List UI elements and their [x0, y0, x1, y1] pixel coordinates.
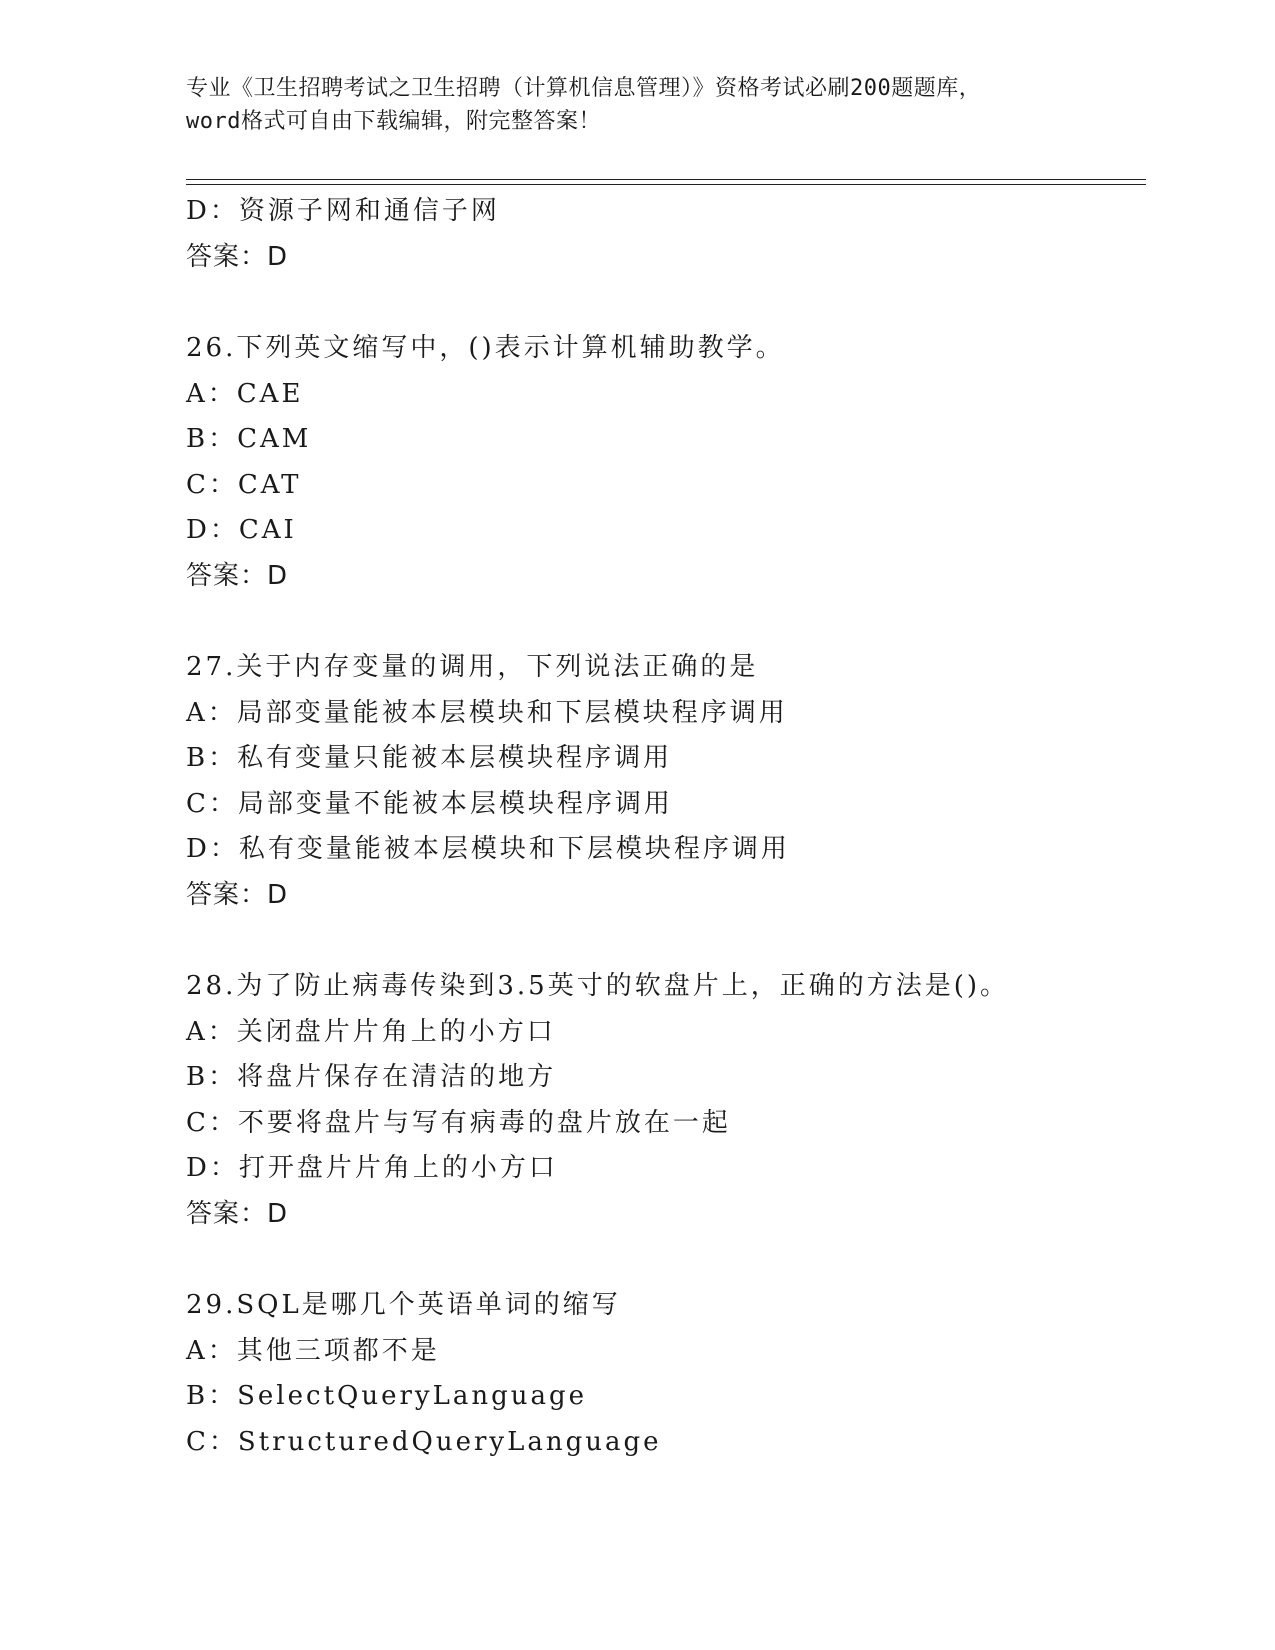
option-a: A：关闭盘片片角上的小方口 [186, 1016, 556, 1047]
option-b: B：私有变量只能被本层模块程序调用 [186, 743, 673, 773]
question-stem: 28.为了防止病毒传染到3.5英寸的软盘片上，正确的方法是()。 [186, 971, 1009, 1001]
answer-line: 答案：D [186, 1198, 289, 1229]
option-c: C：StructuredQueryLanguage [186, 1426, 662, 1457]
spacer [186, 1237, 1146, 1283]
spacer [186, 918, 1146, 964]
option-b: B：将盘片保存在清洁的地方 [186, 1062, 557, 1092]
option-c: C：CAT [186, 469, 302, 500]
spacer [186, 599, 1146, 645]
option-d: D：私有变量能被本层模块和下层模块程序调用 [186, 834, 790, 864]
question-stem: 29.SQL是哪几个英语单词的缩写 [186, 1290, 621, 1320]
option-b: B：SelectQueryLanguage [186, 1381, 588, 1411]
answer-line: 答案：D [186, 241, 289, 272]
option-d: D：打开盘片片角上的小方口 [186, 1153, 558, 1183]
option-c: C：局部变量不能被本层模块程序调用 [186, 788, 673, 819]
header-line-2: word格式可自由下载编辑，附完整答案！ [186, 109, 601, 134]
option-a: A：局部变量能被本层模块和下层模块程序调用 [186, 697, 788, 728]
header-divider-top [186, 179, 1146, 180]
question-stem: 26.下列英文缩写中，()表示计算机辅助教学。 [186, 333, 785, 363]
option-c: C：不要将盘片与写有病毒的盘片放在一起 [186, 1107, 731, 1138]
question-stem: 27.关于内存变量的调用，下列说法正确的是 [186, 652, 759, 682]
option-d: D：CAI [186, 515, 297, 545]
header-divider-bottom [186, 184, 1146, 185]
answer-line: 答案：D [186, 560, 289, 591]
header-line-1: 专业《卫生招聘考试之卫生招聘（计算机信息管理）》资格考试必刷200题题库， [186, 76, 982, 101]
document-header [186, 72, 1086, 138]
option-d: D：资源子网和通信子网 [186, 196, 500, 226]
option-a: A：其他三项都不是 [186, 1335, 440, 1366]
option-b: B：CAM [186, 424, 312, 454]
question-list [186, 189, 1146, 1465]
answer-line: 答案：D [186, 879, 289, 910]
spacer [186, 280, 1146, 326]
option-a: A：CAE [186, 378, 304, 409]
